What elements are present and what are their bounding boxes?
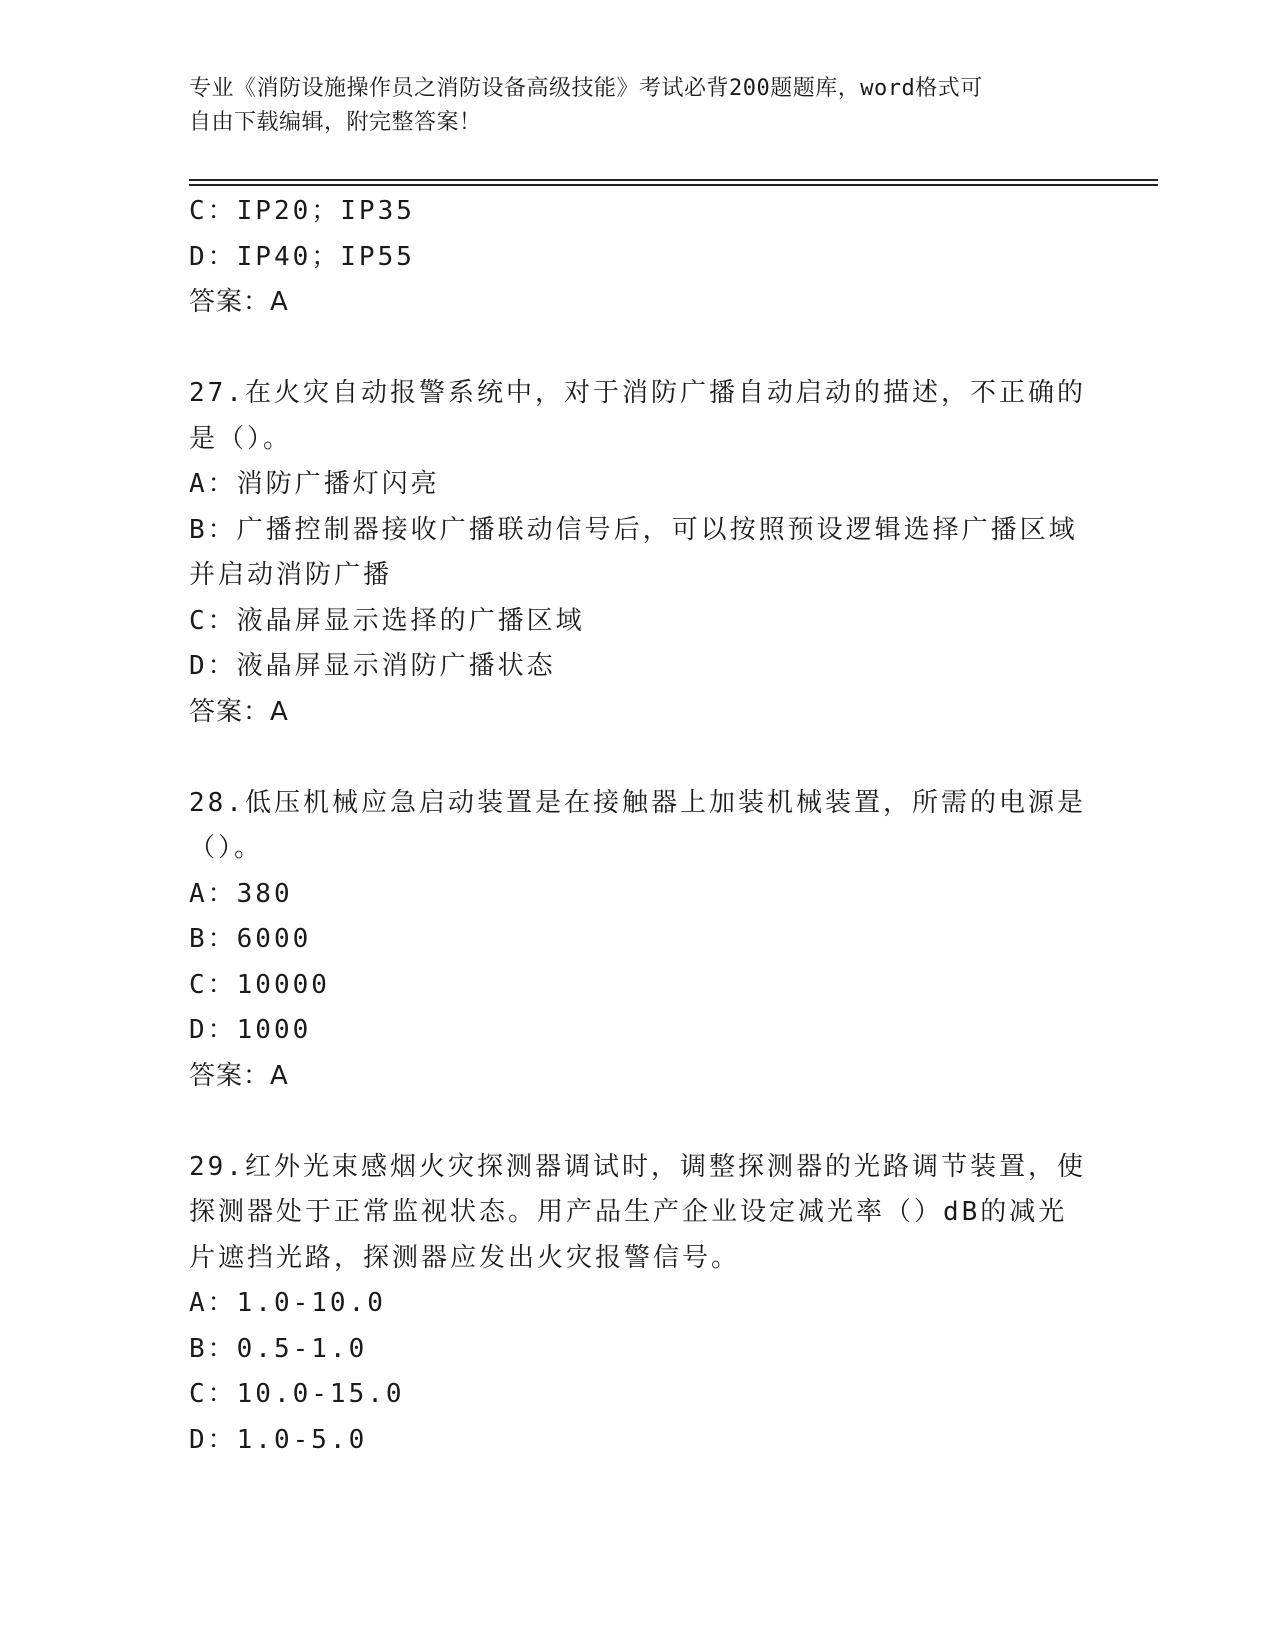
option-b-line-2: 并启动消防广播	[189, 560, 393, 590]
question-stem-line-1: 29.红外光束感烟火灾探测器调试时，调整探测器的光路调节装置，使	[189, 1151, 1086, 1182]
answer: 答案：A	[189, 1060, 289, 1091]
option-d: D：IP40；IP55	[189, 241, 415, 272]
header-divider-top	[189, 179, 1158, 181]
question-28	[189, 781, 1086, 1100]
option-b: B：0.5-1.0	[189, 1333, 368, 1364]
question-stem-line-2: 是（）。	[189, 423, 293, 454]
header-line-2: 自由下载编辑，附完整答案！	[189, 110, 482, 135]
option-c: C：液晶屏显示选择的广播区域	[189, 605, 585, 636]
spacer	[189, 326, 1079, 372]
spacer	[189, 735, 1079, 781]
option-b-line-1: B：广播控制器接收广播联动信号后，可以按照预设逻辑选择广播区域	[189, 514, 1078, 545]
option-a: A：1.0-10.0	[189, 1288, 386, 1318]
option-b: B：6000	[189, 924, 312, 954]
option-c: C：IP20；IP35	[189, 196, 415, 226]
question-stem-line-1: 27.在火灾自动报警系统中，对于消防广播自动启动的描述，不正确的	[189, 378, 1086, 408]
option-d: D：1.0-5.0	[189, 1424, 368, 1455]
question-stem-line-2: 探测器处于正常监视状态。用产品生产企业设定减光率（）dB的减光	[189, 1197, 1068, 1227]
option-c: C：10000	[189, 969, 330, 1000]
question-stem-line-1: 28.低压机械应急启动装置是在接触器上加装机械装置，所需的电源是	[189, 787, 1086, 818]
question-26	[189, 189, 1079, 326]
option-a: A：380	[189, 878, 293, 909]
answer: 答案：A	[189, 696, 289, 727]
question-stem-line-3: 片遮挡光路，探测器应发出火灾报警信号。	[189, 1242, 741, 1273]
option-a: A：消防广播灯闪亮	[189, 469, 440, 499]
question-29	[189, 1145, 1086, 1464]
option-d: D：液晶屏显示消防广播状态	[189, 651, 556, 681]
spacer	[189, 1099, 1079, 1145]
question-content	[189, 189, 1086, 1463]
document-header	[189, 72, 1069, 140]
option-c: C：10.0-15.0	[189, 1379, 405, 1409]
answer: 答案：A	[189, 287, 289, 317]
question-27	[189, 371, 1086, 735]
header-line-1: 专业《消防设施操作员之消防设备高级技能》考试必背200题题库，word格式可	[189, 76, 983, 101]
header-divider-bottom	[189, 184, 1158, 186]
option-d: D：1000	[189, 1015, 312, 1045]
question-stem-line-2: （）。	[189, 833, 264, 863]
